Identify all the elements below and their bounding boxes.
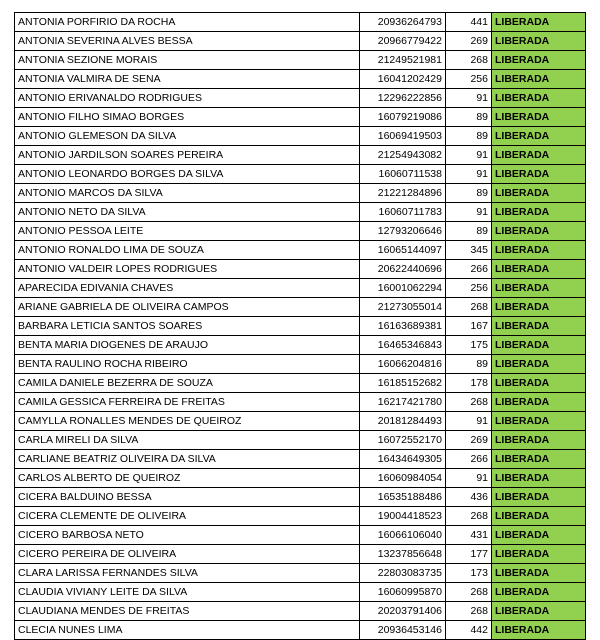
number-cell[interactable]: 268 — [446, 602, 492, 621]
code-cell[interactable]: 21273055014 — [360, 298, 446, 317]
code-cell[interactable]: 20181284493 — [360, 412, 446, 431]
number-cell[interactable]: 91 — [446, 412, 492, 431]
code-cell[interactable]: 12793206646 — [360, 222, 446, 241]
code-cell[interactable]: 16079219086 — [360, 108, 446, 127]
name-cell[interactable]: CLARA LARISSA FERNANDES SILVA — [15, 564, 360, 583]
table-row[interactable] — [15, 146, 586, 165]
table-row[interactable] — [15, 108, 586, 127]
table-row[interactable] — [15, 279, 586, 298]
table-row[interactable] — [15, 488, 586, 507]
table-row[interactable] — [15, 393, 586, 412]
number-cell[interactable]: 89 — [446, 127, 492, 146]
status-cell[interactable]: LIBERADA — [492, 127, 586, 146]
name-cell[interactable]: ANTONIO ERIVANALDO RODRIGUES — [15, 89, 360, 108]
number-cell[interactable]: 269 — [446, 431, 492, 450]
status-cell[interactable]: LIBERADA — [492, 355, 586, 374]
number-cell[interactable]: 177 — [446, 545, 492, 564]
table-row[interactable] — [15, 317, 586, 336]
status-cell[interactable]: LIBERADA — [492, 545, 586, 564]
number-cell[interactable]: 266 — [446, 260, 492, 279]
code-cell[interactable]: 16041202429 — [360, 70, 446, 89]
number-cell[interactable]: 89 — [446, 355, 492, 374]
number-cell[interactable]: 89 — [446, 184, 492, 203]
status-cell[interactable]: LIBERADA — [492, 32, 586, 51]
code-cell[interactable]: 19004418523 — [360, 507, 446, 526]
name-cell[interactable]: CLECIA NUNES LIMA — [15, 621, 360, 640]
code-cell[interactable]: 12296222856 — [360, 89, 446, 108]
table-row[interactable] — [15, 602, 586, 621]
number-cell[interactable]: 256 — [446, 279, 492, 298]
status-cell[interactable]: LIBERADA — [492, 165, 586, 184]
number-cell[interactable]: 91 — [446, 89, 492, 108]
code-cell[interactable]: 16060995870 — [360, 583, 446, 602]
status-cell[interactable]: LIBERADA — [492, 51, 586, 70]
number-cell[interactable]: 173 — [446, 564, 492, 583]
table-row[interactable] — [15, 13, 586, 32]
status-cell[interactable]: LIBERADA — [492, 393, 586, 412]
name-cell[interactable]: BARBARA LETICIA SANTOS SOARES — [15, 317, 360, 336]
status-cell[interactable]: LIBERADA — [492, 526, 586, 545]
name-cell[interactable]: BENTA RAULINO ROCHA RIBEIRO — [15, 355, 360, 374]
code-cell[interactable]: 20203791406 — [360, 602, 446, 621]
status-cell[interactable]: LIBERADA — [492, 108, 586, 127]
table-row[interactable] — [15, 203, 586, 222]
number-cell[interactable]: 268 — [446, 51, 492, 70]
status-cell[interactable]: LIBERADA — [492, 374, 586, 393]
status-cell[interactable]: LIBERADA — [492, 431, 586, 450]
code-cell[interactable]: 16434649305 — [360, 450, 446, 469]
status-cell[interactable]: LIBERADA — [492, 203, 586, 222]
name-cell[interactable]: ANTONIA VALMIRA DE SENA — [15, 70, 360, 89]
table-body — [15, 13, 586, 640]
name-cell[interactable]: ANTONIA SEVERINA ALVES BESSA — [15, 32, 360, 51]
status-cell[interactable]: LIBERADA — [492, 146, 586, 165]
number-cell[interactable]: 268 — [446, 583, 492, 602]
name-cell[interactable]: BENTA MARIA DIOGENES DE ARAUJO — [15, 336, 360, 355]
status-cell[interactable]: LIBERADA — [492, 488, 586, 507]
code-cell[interactable]: 16465346843 — [360, 336, 446, 355]
table-row[interactable] — [15, 51, 586, 70]
table-row[interactable] — [15, 450, 586, 469]
table-row[interactable] — [15, 526, 586, 545]
number-cell[interactable]: 441 — [446, 13, 492, 32]
status-cell[interactable]: LIBERADA — [492, 450, 586, 469]
code-cell[interactable]: 16535188486 — [360, 488, 446, 507]
number-cell[interactable]: 167 — [446, 317, 492, 336]
code-cell[interactable]: 16185152682 — [360, 374, 446, 393]
number-cell[interactable]: 91 — [446, 203, 492, 222]
status-cell[interactable]: LIBERADA — [492, 89, 586, 108]
table-row[interactable] — [15, 374, 586, 393]
name-cell[interactable]: CARLIANE BEATRIZ OLIVEIRA DA SILVA — [15, 450, 360, 469]
name-cell[interactable]: ANTONIA SEZIONE MORAIS — [15, 51, 360, 70]
name-cell[interactable]: CICERO BARBOSA NETO — [15, 526, 360, 545]
table-row[interactable] — [15, 469, 586, 488]
status-cell[interactable]: LIBERADA — [492, 317, 586, 336]
number-cell[interactable]: 178 — [446, 374, 492, 393]
name-cell[interactable]: ANTONIO FILHO SIMAO BORGES — [15, 108, 360, 127]
name-cell[interactable]: CICERO PEREIRA DE OLIVEIRA — [15, 545, 360, 564]
table-row[interactable] — [15, 412, 586, 431]
status-cell[interactable]: LIBERADA — [492, 412, 586, 431]
status-cell[interactable]: LIBERADA — [492, 222, 586, 241]
number-cell[interactable]: 269 — [446, 32, 492, 51]
status-cell[interactable]: LIBERADA — [492, 564, 586, 583]
name-cell[interactable]: CICERA BALDUINO BESSA — [15, 488, 360, 507]
name-cell[interactable]: CAMYLLA RONALLES MENDES DE QUEIROZ — [15, 412, 360, 431]
number-cell[interactable]: 256 — [446, 70, 492, 89]
code-cell[interactable]: 21254943082 — [360, 146, 446, 165]
status-cell[interactable]: LIBERADA — [492, 241, 586, 260]
table-row[interactable] — [15, 545, 586, 564]
status-cell[interactable]: LIBERADA — [492, 507, 586, 526]
table-row[interactable] — [15, 184, 586, 203]
name-cell[interactable]: ANTONIO JARDILSON SOARES PEREIRA — [15, 146, 360, 165]
name-cell[interactable]: ANTONIO GLEMESON DA SILVA — [15, 127, 360, 146]
number-cell[interactable]: 266 — [446, 450, 492, 469]
status-cell[interactable]: LIBERADA — [492, 260, 586, 279]
number-cell[interactable]: 175 — [446, 336, 492, 355]
code-cell[interactable]: 13237856648 — [360, 545, 446, 564]
table-row[interactable] — [15, 260, 586, 279]
code-cell[interactable]: 16060711783 — [360, 203, 446, 222]
code-cell[interactable]: 16065144097 — [360, 241, 446, 260]
table-row[interactable] — [15, 298, 586, 317]
code-cell[interactable]: 21221284896 — [360, 184, 446, 203]
code-cell[interactable]: 21249521981 — [360, 51, 446, 70]
table-row[interactable] — [15, 507, 586, 526]
code-cell[interactable]: 16066106040 — [360, 526, 446, 545]
table-row[interactable] — [15, 621, 586, 640]
number-cell[interactable]: 89 — [446, 108, 492, 127]
name-cell[interactable]: ARIANE GABRIELA DE OLIVEIRA CAMPOS — [15, 298, 360, 317]
name-cell[interactable]: ANTONIO RONALDO LIMA DE SOUZA — [15, 241, 360, 260]
table-row[interactable] — [15, 222, 586, 241]
code-cell[interactable]: 16072552170 — [360, 431, 446, 450]
name-cell[interactable]: APARECIDA EDIVANIA CHAVES — [15, 279, 360, 298]
status-cell[interactable]: LIBERADA — [492, 602, 586, 621]
code-cell[interactable]: 16001062294 — [360, 279, 446, 298]
number-cell[interactable]: 91 — [446, 469, 492, 488]
spreadsheet-table — [14, 12, 586, 640]
table-row[interactable] — [15, 70, 586, 89]
status-cell[interactable]: LIBERADA — [492, 336, 586, 355]
number-cell[interactable]: 91 — [446, 146, 492, 165]
status-cell[interactable]: LIBERADA — [492, 583, 586, 602]
code-cell[interactable]: 16066204816 — [360, 355, 446, 374]
name-cell[interactable]: CLAUDIA VIVIANY LEITE DA SILVA — [15, 583, 360, 602]
status-cell[interactable]: LIBERADA — [492, 469, 586, 488]
table-row[interactable] — [15, 241, 586, 260]
name-cell[interactable]: CAMILA GESSICA FERREIRA DE FREITAS — [15, 393, 360, 412]
table-row[interactable] — [15, 564, 586, 583]
table-row[interactable] — [15, 355, 586, 374]
table-row[interactable] — [15, 336, 586, 355]
number-cell[interactable]: 431 — [446, 526, 492, 545]
name-cell[interactable]: CICERA CLEMENTE DE OLIVEIRA — [15, 507, 360, 526]
status-cell[interactable]: LIBERADA — [492, 70, 586, 89]
number-cell[interactable]: 345 — [446, 241, 492, 260]
name-cell[interactable]: ANTONIO NETO DA SILVA — [15, 203, 360, 222]
code-cell[interactable]: 16163689381 — [360, 317, 446, 336]
table-row[interactable] — [15, 89, 586, 108]
code-cell[interactable]: 20936264793 — [360, 13, 446, 32]
name-cell[interactable]: CLAUDIANA MENDES DE FREITAS — [15, 602, 360, 621]
code-cell[interactable]: 20622440696 — [360, 260, 446, 279]
status-cell[interactable]: LIBERADA — [492, 279, 586, 298]
name-cell[interactable]: ANTONIA PORFIRIO DA ROCHA — [15, 13, 360, 32]
number-cell[interactable]: 91 — [446, 165, 492, 184]
number-cell[interactable]: 268 — [446, 298, 492, 317]
code-cell[interactable]: 16060984054 — [360, 469, 446, 488]
number-cell[interactable]: 268 — [446, 393, 492, 412]
name-cell[interactable]: ANTONIO VALDEIR LOPES RODRIGUES — [15, 260, 360, 279]
name-cell[interactable]: ANTONIO MARCOS DA SILVA — [15, 184, 360, 203]
status-cell[interactable]: LIBERADA — [492, 298, 586, 317]
code-cell[interactable]: 20936453146 — [360, 621, 446, 640]
code-cell[interactable]: 20966779422 — [360, 32, 446, 51]
code-cell[interactable]: 22803083735 — [360, 564, 446, 583]
status-cell[interactable]: LIBERADA — [492, 184, 586, 203]
code-cell[interactable]: 16069419503 — [360, 127, 446, 146]
table-row[interactable] — [15, 583, 586, 602]
name-cell[interactable]: ANTONIO PESSOA LEITE — [15, 222, 360, 241]
number-cell[interactable]: 436 — [446, 488, 492, 507]
name-cell[interactable]: CAMILA DANIELE BEZERRA DE SOUZA — [15, 374, 360, 393]
table-row[interactable] — [15, 127, 586, 146]
table-row[interactable] — [15, 165, 586, 184]
name-cell[interactable]: CARLA MIRELI DA SILVA — [15, 431, 360, 450]
number-cell[interactable]: 268 — [446, 507, 492, 526]
name-cell[interactable]: ANTONIO LEONARDO BORGES DA SILVA — [15, 165, 360, 184]
status-cell[interactable]: LIBERADA — [492, 13, 586, 32]
code-cell[interactable]: 16060711538 — [360, 165, 446, 184]
status-cell[interactable]: LIBERADA — [492, 621, 586, 640]
name-cell[interactable]: CARLOS ALBERTO DE QUEIROZ — [15, 469, 360, 488]
table-row[interactable] — [15, 32, 586, 51]
table-row[interactable] — [15, 431, 586, 450]
number-cell[interactable]: 89 — [446, 222, 492, 241]
code-cell[interactable]: 16217421780 — [360, 393, 446, 412]
number-cell[interactable]: 442 — [446, 621, 492, 640]
